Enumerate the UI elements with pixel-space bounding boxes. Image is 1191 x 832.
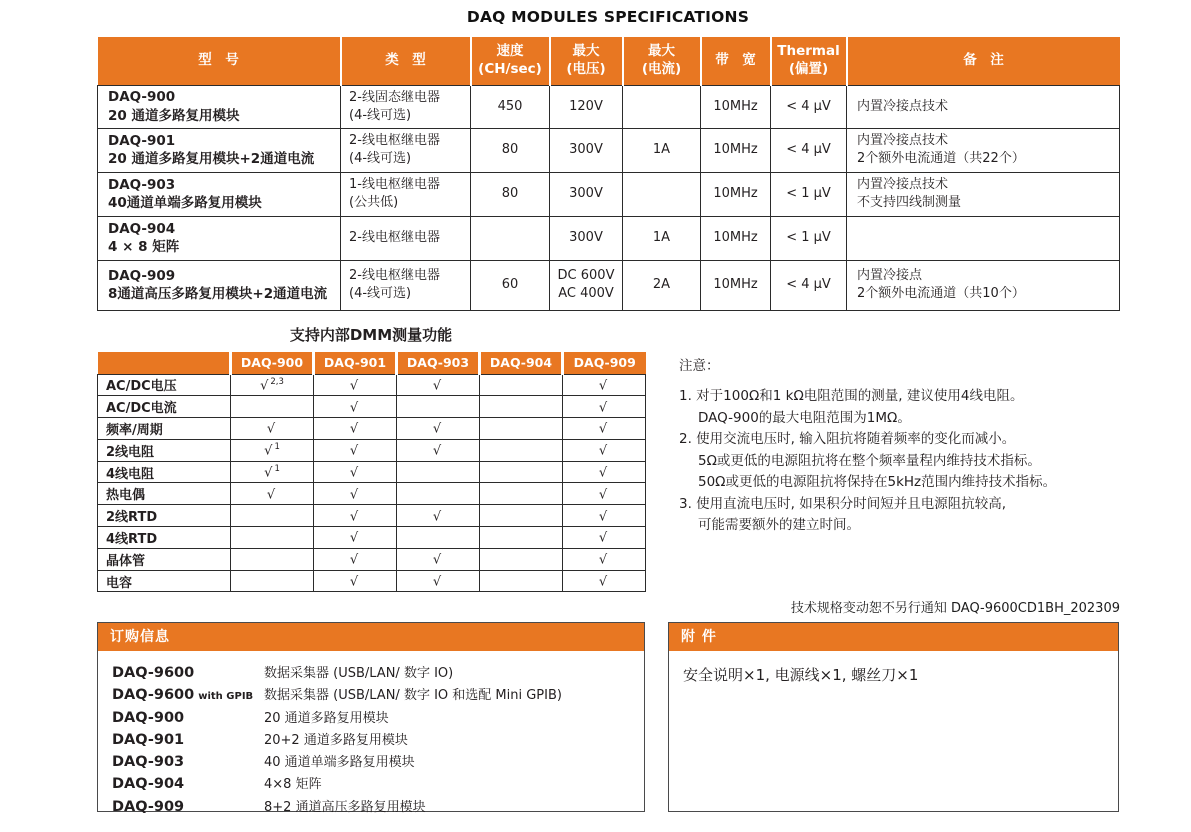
order-model-suffix: with GPIB	[198, 691, 254, 703]
dmm-row-transistor	[98, 548, 646, 570]
check-cell	[480, 483, 563, 505]
note-line: 1. 对于100Ω和1 kΩ电阻范围的测量, 建议使用4线电阻。	[679, 388, 1024, 404]
check-cell: √	[563, 527, 646, 549]
thermal-cell: < 4 μV	[771, 260, 847, 310]
dmm-row-acdc-current	[98, 396, 646, 418]
remarks-cell: 内置冷接点技术	[847, 85, 1120, 128]
dmm-row-2wire-resistance	[98, 439, 646, 461]
order-model: DAQ-904	[112, 776, 185, 793]
current-cell: 1A	[623, 216, 701, 260]
dmm-col-daq909: DAQ-909	[563, 352, 646, 374]
check-cell: √	[563, 570, 646, 592]
check-cell: √	[314, 374, 397, 396]
order-description: 数据采集器 (USB/LAN/ 数字 IO)	[264, 666, 454, 681]
check-cell: √	[563, 548, 646, 570]
current-cell	[623, 85, 701, 128]
check-cell	[480, 461, 563, 483]
check-cell	[397, 461, 480, 483]
notes-heading: 注意：	[679, 358, 720, 374]
thermal-cell: < 4 μV	[771, 85, 847, 128]
speed-cell: 60	[471, 260, 550, 310]
dmm-row-4wire-rtd	[98, 527, 646, 549]
dmm-col-daq900: DAQ-900	[231, 352, 314, 374]
ordering-info-box	[97, 622, 645, 815]
voltage-cell: 300V	[550, 172, 623, 216]
check-cell	[480, 439, 563, 461]
check-cell	[397, 483, 480, 505]
order-item	[112, 684, 644, 706]
daq-spec-table	[97, 37, 1120, 311]
check-cell: √	[397, 570, 480, 592]
dmm-row-label: AC/DC电压	[98, 374, 231, 396]
order-description: 40 通道单端多路复用模块	[264, 755, 415, 771]
ordering-list	[98, 651, 644, 818]
dmm-row-label: 电容	[98, 570, 231, 592]
note-line: 可能需要额外的建立时间。	[698, 517, 860, 533]
col-header-thermal: Thermal (偏置)	[771, 37, 847, 85]
col-header-max-current: 最大 (电流)	[623, 37, 701, 85]
dmm-row-label: 4线RTD	[98, 527, 231, 549]
order-description: 20+2 通道多路复用模块	[264, 732, 408, 748]
check-cell: √	[563, 505, 646, 527]
note-line: 50Ω或更低的电源阻抗将保持在5kHz范围内维持技术指标。	[698, 474, 1057, 490]
remarks-cell: 内置冷接点技术 不支持四线制测量	[847, 172, 1120, 216]
check-cell: √ $^1$	[231, 439, 314, 461]
check-cell	[397, 396, 480, 418]
check-cell	[231, 548, 314, 570]
dmm-row-frequency-period	[98, 418, 646, 440]
dmm-row-label: 4线电阻	[98, 461, 231, 483]
check-cell: √	[563, 461, 646, 483]
spec-header-row	[98, 37, 1120, 85]
col-header-max-voltage: 最大 (电压)	[550, 37, 623, 85]
check-cell	[231, 505, 314, 527]
order-description: 20 通道多路复用模块	[264, 710, 389, 726]
dmm-section-title: 支持内部DMM测量功能	[289, 326, 453, 344]
check-cell: √	[314, 548, 397, 570]
dmm-header-row	[98, 352, 646, 374]
current-cell: 1A	[623, 128, 701, 172]
check-cell	[231, 527, 314, 549]
ordering-info-title: 订购信息	[98, 623, 644, 651]
check-cell: √	[314, 439, 397, 461]
dmm-row-thermocouple	[98, 483, 646, 505]
model-cell: DAQ-900 20 通道多路复用模块	[98, 85, 341, 128]
order-item	[112, 751, 644, 773]
check-cell: √	[397, 439, 480, 461]
check-cell: √	[314, 461, 397, 483]
check-cell: √	[397, 548, 480, 570]
voltage-cell: DC 600V AC 400V	[550, 260, 623, 310]
dmm-corner-cell	[98, 352, 231, 374]
note-line: 5Ω或更低的电源阻抗将在整个频率量程内维持技术指标。	[698, 452, 1041, 469]
check-cell	[480, 548, 563, 570]
check-cell	[397, 527, 480, 549]
thermal-cell: < 4 μV	[771, 128, 847, 172]
check-cell: √	[314, 396, 397, 418]
dmm-col-daq901: DAQ-901	[314, 352, 397, 374]
type-cell: 2-线固态继电器 (4-线可选)	[341, 85, 471, 128]
bandwidth-cell: 10MHz	[701, 172, 771, 216]
dmm-capability-table	[97, 352, 646, 592]
check-cell	[480, 505, 563, 527]
dmm-row-4wire-resistance	[98, 461, 646, 483]
check-cell: √ $^{2,3}$	[231, 374, 314, 396]
order-model: DAQ-901	[112, 731, 185, 748]
check-cell: √	[314, 570, 397, 592]
speed-cell: 450	[471, 85, 550, 128]
type-cell: 2-线电枢继电器 (4-线可选)	[341, 128, 471, 172]
check-cell	[480, 418, 563, 440]
order-description: 数据采集器 (USB/LAN/ 数字 IO 和选配 Mini GPIB)	[264, 688, 562, 704]
check-cell: √ $^1$	[231, 461, 314, 483]
order-description: 8+2 通道高压多路复用模块	[264, 799, 426, 815]
accessories-content: 安全说明×1, 电源线×1, 螺丝刀×1	[683, 666, 919, 684]
check-cell	[231, 396, 314, 418]
remarks-cell: 内置冷接点 2个额外电流通道（共10个）	[847, 260, 1120, 310]
bandwidth-cell: 10MHz	[701, 216, 771, 260]
notes-section	[679, 356, 1159, 537]
page-title: DAQ MODULES SPECIFICATIONS	[466, 8, 750, 26]
note-line: 3. 使用直流电压时, 如果积分时间短并且电源阻抗较高,	[679, 495, 1007, 512]
type-cell: 1-线电枢继电器 (公共低)	[341, 172, 471, 216]
type-cell: 2-线电枢继电器 (4-线可选)	[341, 260, 471, 310]
order-model: DAQ-909	[112, 798, 185, 815]
speed-cell	[471, 216, 550, 260]
col-header-bandwidth: 带 宽	[701, 37, 771, 85]
voltage-cell: 300V	[550, 128, 623, 172]
dmm-row-label: 2线RTD	[98, 505, 231, 527]
check-cell: √	[231, 483, 314, 505]
check-cell	[480, 570, 563, 592]
dmm-col-daq903: DAQ-903	[397, 352, 480, 374]
bandwidth-cell: 10MHz	[701, 128, 771, 172]
model-cell: DAQ-903 40通道单端多路复用模块	[98, 172, 341, 216]
accessories-title: 附 件	[669, 623, 1118, 651]
check-cell: √	[563, 483, 646, 505]
check-cell	[480, 396, 563, 418]
order-item	[112, 707, 644, 729]
order-description: 4×8 矩阵	[264, 777, 322, 793]
order-item	[112, 662, 644, 684]
check-cell: √	[397, 505, 480, 527]
order-model: DAQ-9600	[112, 665, 195, 681]
remarks-cell	[847, 216, 1120, 260]
type-cell: 2-线电枢继电器	[341, 216, 471, 260]
dmm-col-daq904: DAQ-904	[480, 352, 563, 374]
check-cell	[231, 570, 314, 592]
bandwidth-cell: 10MHz	[701, 85, 771, 128]
check-cell: √	[314, 418, 397, 440]
col-header-model: 型 号	[98, 37, 341, 85]
bandwidth-cell: 10MHz	[701, 260, 771, 310]
check-cell: √	[314, 505, 397, 527]
check-cell	[480, 374, 563, 396]
model-cell: DAQ-909 8通道高压多路复用模块+2通道电流	[98, 260, 341, 310]
dmm-row-capacitance	[98, 570, 646, 592]
check-cell	[480, 527, 563, 549]
dmm-row-label: 晶体管	[98, 548, 231, 570]
dmm-row-label: AC/DC电流	[98, 396, 231, 418]
check-cell: √	[563, 374, 646, 396]
check-cell: √	[314, 483, 397, 505]
thermal-cell: < 1 μV	[771, 216, 847, 260]
model-cell: DAQ-904 4 × 8 矩阵	[98, 216, 341, 260]
order-item	[112, 729, 644, 751]
accessories-box	[668, 622, 1119, 812]
spec-row-daq901	[98, 128, 1120, 172]
dmm-row-label: 热电偶	[98, 483, 231, 505]
note-line: 2. 使用交流电压时, 输入阻抗将随着频率的变化而减小。	[679, 431, 1016, 447]
check-cell: √	[397, 374, 480, 396]
col-header-remarks: 备 注	[847, 37, 1120, 85]
col-header-speed: 速度 (CH/sec)	[471, 37, 550, 85]
col-header-type: 类 型	[341, 37, 471, 85]
order-item	[112, 796, 644, 818]
speed-cell: 80	[471, 128, 550, 172]
dmm-row-label: 频率/周期	[98, 418, 231, 440]
spec-row-daq900	[98, 85, 1120, 128]
check-cell: √	[397, 418, 480, 440]
current-cell	[623, 172, 701, 216]
order-model: DAQ-900	[112, 709, 185, 726]
check-cell: √	[563, 439, 646, 461]
order-item	[112, 773, 644, 795]
note-line: DAQ-900的最大电阻范围为1MΩ。	[698, 409, 911, 426]
dmm-row-acdc-voltage	[98, 374, 646, 396]
spec-change-notice: 技术规格变动恕不另行通知 DAQ-9600CD1BH_202309	[790, 601, 1120, 616]
thermal-cell: < 1 μV	[771, 172, 847, 216]
spec-row-daq909	[98, 260, 1120, 310]
order-model: DAQ-9600	[112, 687, 195, 704]
dmm-row-2wire-rtd	[98, 505, 646, 527]
voltage-cell: 300V	[550, 216, 623, 260]
spec-row-daq903	[98, 172, 1120, 216]
remarks-cell: 内置冷接点技术 2个额外电流通道（共22个）	[847, 128, 1120, 172]
current-cell: 2A	[623, 260, 701, 310]
model-cell: DAQ-901 20 通道多路复用模块+2通道电流	[98, 128, 341, 172]
check-cell: √	[231, 418, 314, 440]
check-cell: √	[563, 396, 646, 418]
check-cell: √	[314, 527, 397, 549]
speed-cell: 80	[471, 172, 550, 216]
order-model: DAQ-903	[112, 754, 185, 771]
dmm-row-label: 2线电阻	[98, 439, 231, 461]
check-cell: √	[563, 418, 646, 440]
spec-row-daq904	[98, 216, 1120, 260]
voltage-cell: 120V	[550, 85, 623, 128]
